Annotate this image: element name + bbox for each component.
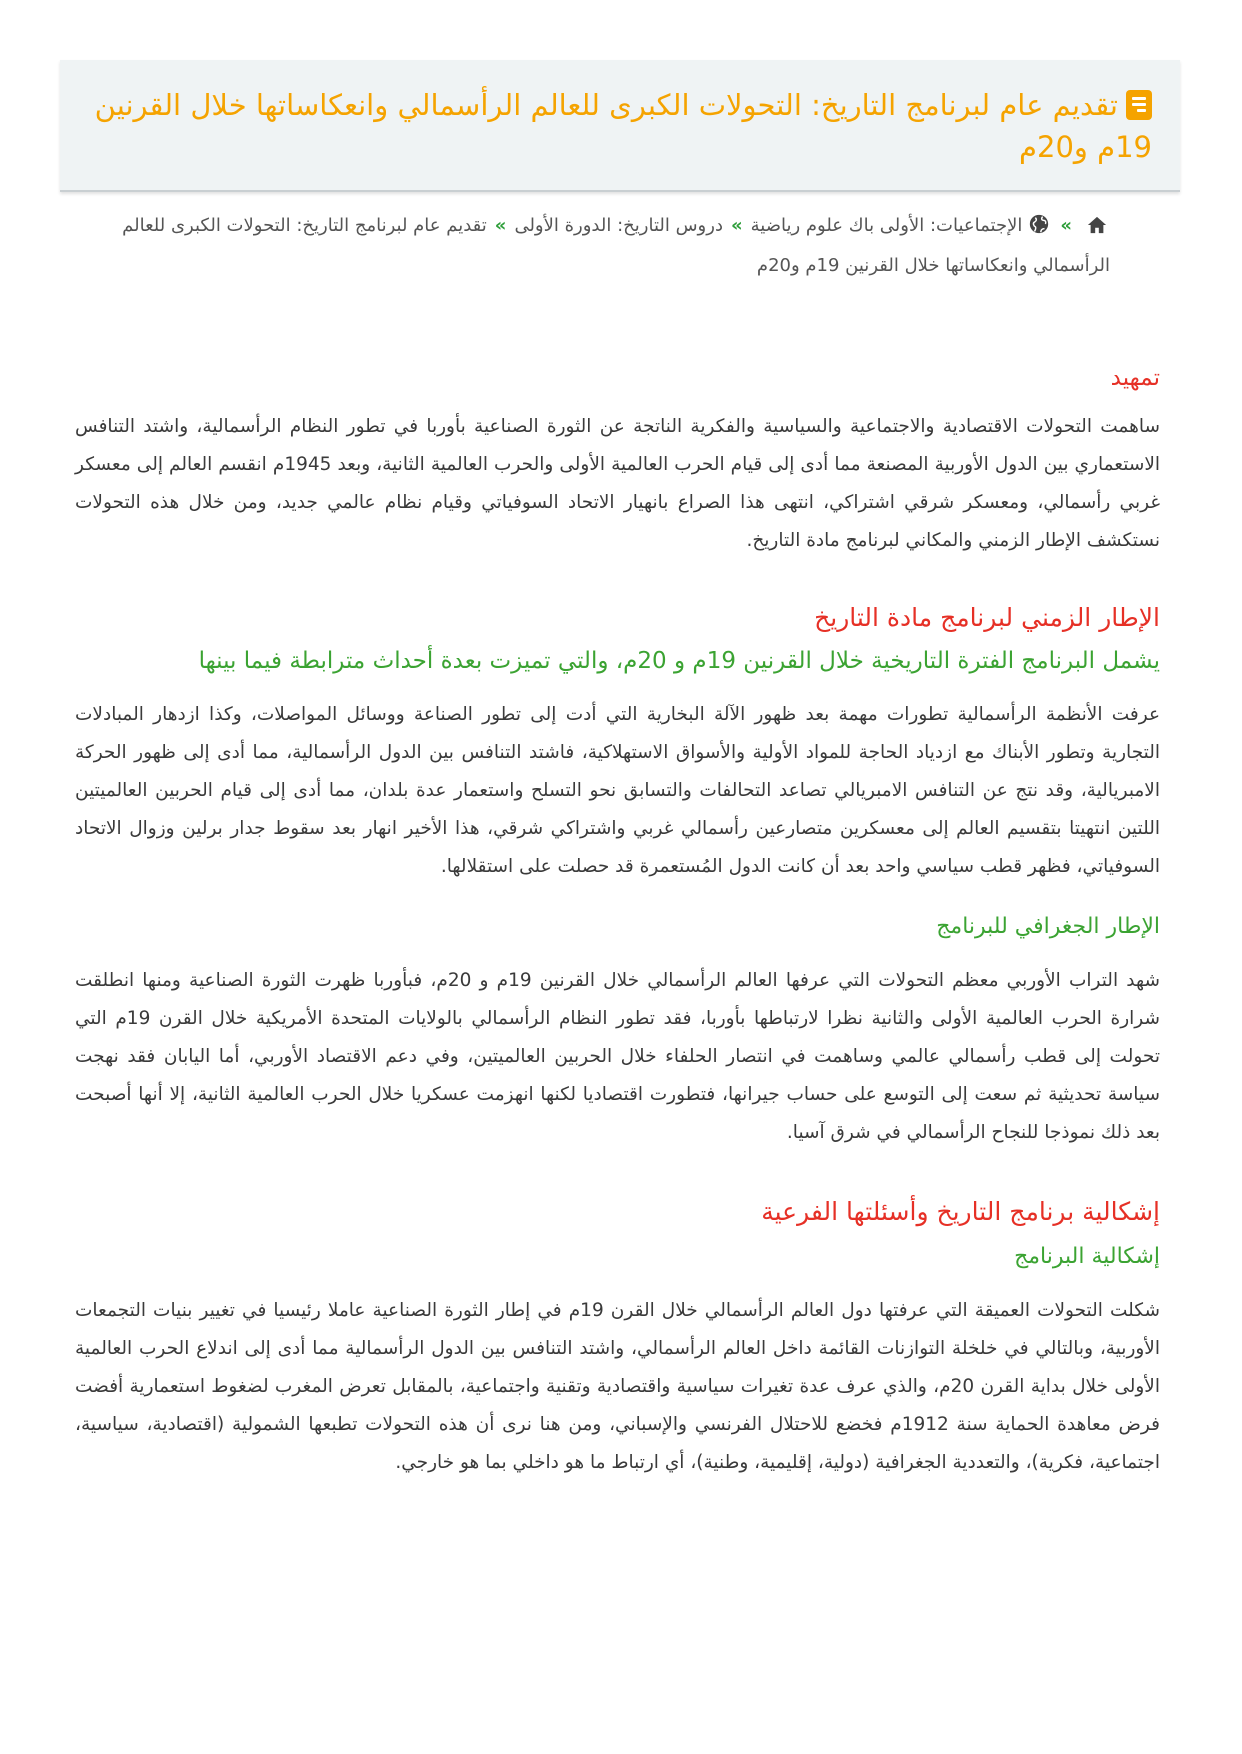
home-icon[interactable] xyxy=(1086,215,1108,235)
intro-paragraph: ساهمت التحولات الاقتصادية والاجتماعية والسياسية والفكرية الناتجة عن الثورة الصناعية بأوربا في تطور النظام الرأسمالية، واشتد التنافس الاستعماري بين الدول الأوربية المصنعة مما أدى إلى قيام الحرب العالمية الأولى والحرب العالمية الثانية، وبعد 1945م انقسم العالم إلى معسكر غربي رأسمالي، ومعسكر شرقي اشتراكي، انتهى هذا الصراع بانهيار الاتحاد السوفياتي وقيام نظام عالمي جديد، ومن خلال هذه التحولات نستكشف الإطار الزمني والمكاني لبرنامج مادة التاريخ. xyxy=(75,416,1161,551)
problem-paragraph: شكلت التحولات العميقة التي عرفتها دول العالم الرأسمالي خلال القرن 19م في إطار الثورة الصناعية عاملا رئيسيا في تغيير بنيات التجمعات الأوربية، وبالتالي في خلخلة التوازنات القائمة داخل العالم الرأسمالي، واشتد التنافس بين الدول الرأسمالية مما أدى إلى اندلاع الحرب العالمية الأولى خلال بداية القرن 20م، والذي عرف عدة تغيرات سياسية واقتصادية وتقنية واجتماعية، بالمقابل تعرض المغرب لضغوط استعمارية أفضت فرض معاهدة الحماية سنة 1912م فخضع للاحتلال الفرنسي والإسباني، ومن هنا نرى أن هذه التحولات تطبعها الشمولية (اقتصادية، سياسية، اجتماعية، فكرية)، والتعددية الجغرافية (دولية، إقليمية، وطنية)، أي ارتباط ما هو داخلي بما هو خارجي. xyxy=(75,1300,1161,1473)
section-heading-problem: إشكالية برنامج التاريخ وأسئلتها الفرعية xyxy=(761,1197,1160,1226)
section-heading-intro: تمهيد xyxy=(1110,365,1160,391)
breadcrumb-item-subject[interactable]: الإجتماعيات: الأولى باك علوم رياضية xyxy=(750,215,1023,236)
section-heading-time-frame: الإطار الزمني لبرنامج مادة التاريخ xyxy=(814,603,1160,632)
subheading-geo-frame: الإطار الجغرافي للبرنامج xyxy=(936,914,1160,939)
breadcrumb-separator: » xyxy=(730,215,743,236)
globe-icon xyxy=(1028,213,1050,235)
page-title-text: تقديم عام لبرنامج التاريخ: التحولات الكبرى للعالم الرأسمالي وانعكاساتها خلال القرنين 19م و20م xyxy=(94,88,1152,164)
time-frame-paragraph: عرفت الأنظمة الرأسمالية تطورات مهمة بعد ظهور الآلة البخارية التي أدت إلى تطور الصناعة ووسائل المواصلات، وكذا ازدهار المبادلات التجارية وتطور الأبناك مع ازدياد الحاجة للمواد الأولية والأسواق الاستهلاكية، فاشتد التنافس بين الدول الرأسمالية، مما أدى إلى ظهور الحركة الامبريالية، وقد نتج عن التنافس الامبريالي تصاعد التحالفات والتسابق نحو التسلح واستعمار عدة بلدان، مما أدى إلى قيام الحربين العالميتين اللتين انتهيتا بتقسيم العالم إلى معسكرين متصارعين رأسمالي غربي واشتراكي شرقي، هذا الأخير انهار بعد سقوط جدار برلين وزوال الاتحاد السوفياتي، فظهر قطب سياسي واحد بعد أن كانت الدول المُستعمرة قد حصلت على استقلالها. xyxy=(75,704,1160,877)
breadcrumb-separator: » xyxy=(1060,215,1072,236)
article-content xyxy=(75,360,1160,1482)
document-icon xyxy=(1126,90,1152,120)
geo-frame-paragraph: شهد التراب الأوربي معظم التحولات التي عرفها العالم الرأسمالي خلال القرنين 19م و 20م، فبأوربا ظهرت الثورة الصناعية ومنها انطلقت شرارة الحرب العالمية الأولى والثانية نظرا لارتباطها بأوربا، فقد تطور النظام الرأسمالي بالولايات المتحدة الأمريكية خلال القرن 19م التي تحولت إلى قطب رأسمالي عالمي وساهمت في انتصار الحلفاء خلال الحربين العالميتين، وفي دعم الاقتصاد الأوربي، أما اليابان فقد نهجت سياسة تحديثية ثم سعت إلى التوسع على حساب جيرانها، فتطورت اقتصاديا لكنها انهزمت عسكريا خلال الحرب العالمية الثانية، إلا أنها أصبحت بعد ذلك نموذجا للنجاح الرأسمالي في شرق آسيا. xyxy=(75,970,1160,1143)
breadcrumb-separator: » xyxy=(494,215,507,236)
breadcrumb xyxy=(90,206,1110,286)
page-title xyxy=(88,84,1152,168)
breadcrumb-item-current: تقديم عام لبرنامج التاريخ: التحولات الكبرى للعالم الرأسمالي وانعكاساتها خلال القرنين 19م و20م xyxy=(122,215,1110,276)
subheading-problem: إشكالية البرنامج xyxy=(1014,1244,1160,1269)
breadcrumb-item-lessons[interactable]: دروس التاريخ: الدورة الأولى xyxy=(514,215,723,236)
page-header xyxy=(60,60,1180,192)
subheading-time-frame: يشمل البرنامج الفترة التاريخية خلال القرنين 19م و 20م، والتي تميزت بعدة أحداث مترابطة فيما بينها xyxy=(198,648,1160,674)
